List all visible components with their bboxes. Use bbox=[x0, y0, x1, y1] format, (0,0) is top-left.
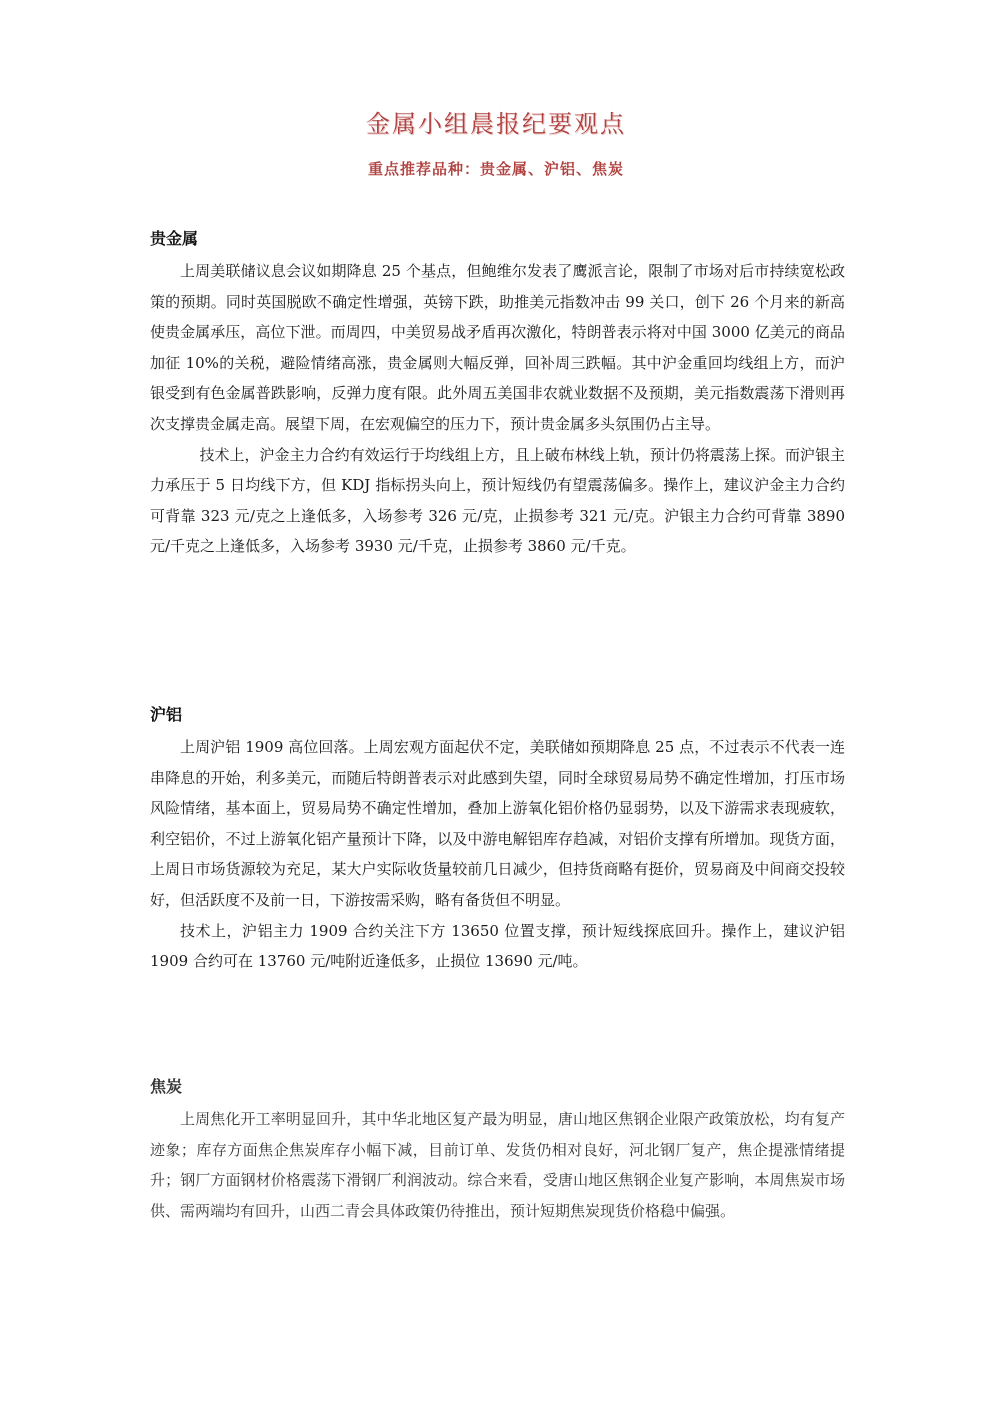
document-subtitle: 重点推荐品种：贵金属、沪铝、焦炭 bbox=[367, 160, 624, 178]
paragraph: 上周沪铝 1909 高位回落。上周宏观方面起伏不定，美联储如预期降息 25 点，不过表示不代表一连串降息的开始，利多美元，而随后特朗普表示对此感到失望，同时全球贸易局势不确定性增加，打压市场风险情绪，基本面上，贸易局势不确定性增加，叠加上游氧化铝价格仍显弱势，以及下游需求表现疲软，利空铝价，不过上游氧化铝产量预计下降，以及中游电解铝库存趋减，对铝价支撑有所增加。现货方面，上周日市场货源较为充足，某大户实际收货量较前几日减少，但持货商略有挺价，贸易商及中间商交投较好，但活跃度不及前一日，下游按需采购，略有备货但不明显。 bbox=[150, 738, 845, 909]
document-title: 金属小组晨报纪要观点 bbox=[366, 110, 626, 138]
section-heading: 沪铝 bbox=[150, 705, 183, 724]
section-precious-metals bbox=[150, 226, 845, 562]
section-heading: 贵金属 bbox=[150, 229, 199, 248]
section-coke bbox=[150, 1074, 845, 1226]
paragraph: 上周美联储议息会议如期降息 25 个基点，但鲍维尔发表了鹰派言论，限制了市场对后市持续宽松政策的预期。同时英国脱欧不确定性增强，英镑下跌，助推美元指数冲击 99 关口，创下 26 个月来的新高使贵金属承压，高位下泄。而周四，中美贸易战矛盾再次激化，特朗普表示将对中国 3000 亿美元的商品加征 10%的关税，避险情绪高涨，贵金属则大幅反弹，回补周三跌幅。其中沪金重回均线组上方，而沪银受到有色金属普跌影响，反弹力度有限。此外周五美国非农就业数据不及预期，美元指数震荡下滑则再次支撑贵金属走高。展望下周，在宏观偏空的压力下，预计贵金属多头氛围仍占主导。 bbox=[150, 262, 845, 433]
paragraph: 技术上，沪金主力合约有效运行于均线组上方，且上破布林线上轨，预计仍将震荡上探。而沪银主力承压于 5 日均线下方，但 KDJ 指标拐头向上，预计短线仍有望震荡偏多。操作上，建议沪金主力合约可背靠 323 元/克之上逢低多，入场参考 326 元/克，止损参考 321 元/克。沪银主力合约可背靠 3890 元/千克之上逢低多，入场参考 3930 元/千克，止损参考 3860 元/千克。 bbox=[150, 445, 845, 556]
paragraph: 上周焦化开工率明显回升，其中华北地区复产最为明显，唐山地区焦钢企业限产政策放松，均有复产迹象；库存方面焦企焦炭库存小幅下减，目前订单、发货仍相对良好，河北钢厂复产，焦企提涨情绪提升；钢厂方面钢材价格震荡下滑钢厂利润波动。综合来看，受唐山地区焦钢企业复产影响，本周焦炭市场供、需两端均有回升，山西二青会具体政策仍待推出，预计短期焦炭现货价格稳中偏强。 bbox=[150, 1110, 845, 1220]
paragraph: 技术上，沪铝主力 1909 合约关注下方 13650 位置支撑，预计短线探底回升。操作上，建议沪铝 1909 合约可在 13760 元/吨附近逢低多，止损位 13690 元/吨。 bbox=[150, 921, 845, 971]
section-heading: 焦炭 bbox=[150, 1077, 183, 1096]
section-aluminum bbox=[150, 702, 845, 977]
